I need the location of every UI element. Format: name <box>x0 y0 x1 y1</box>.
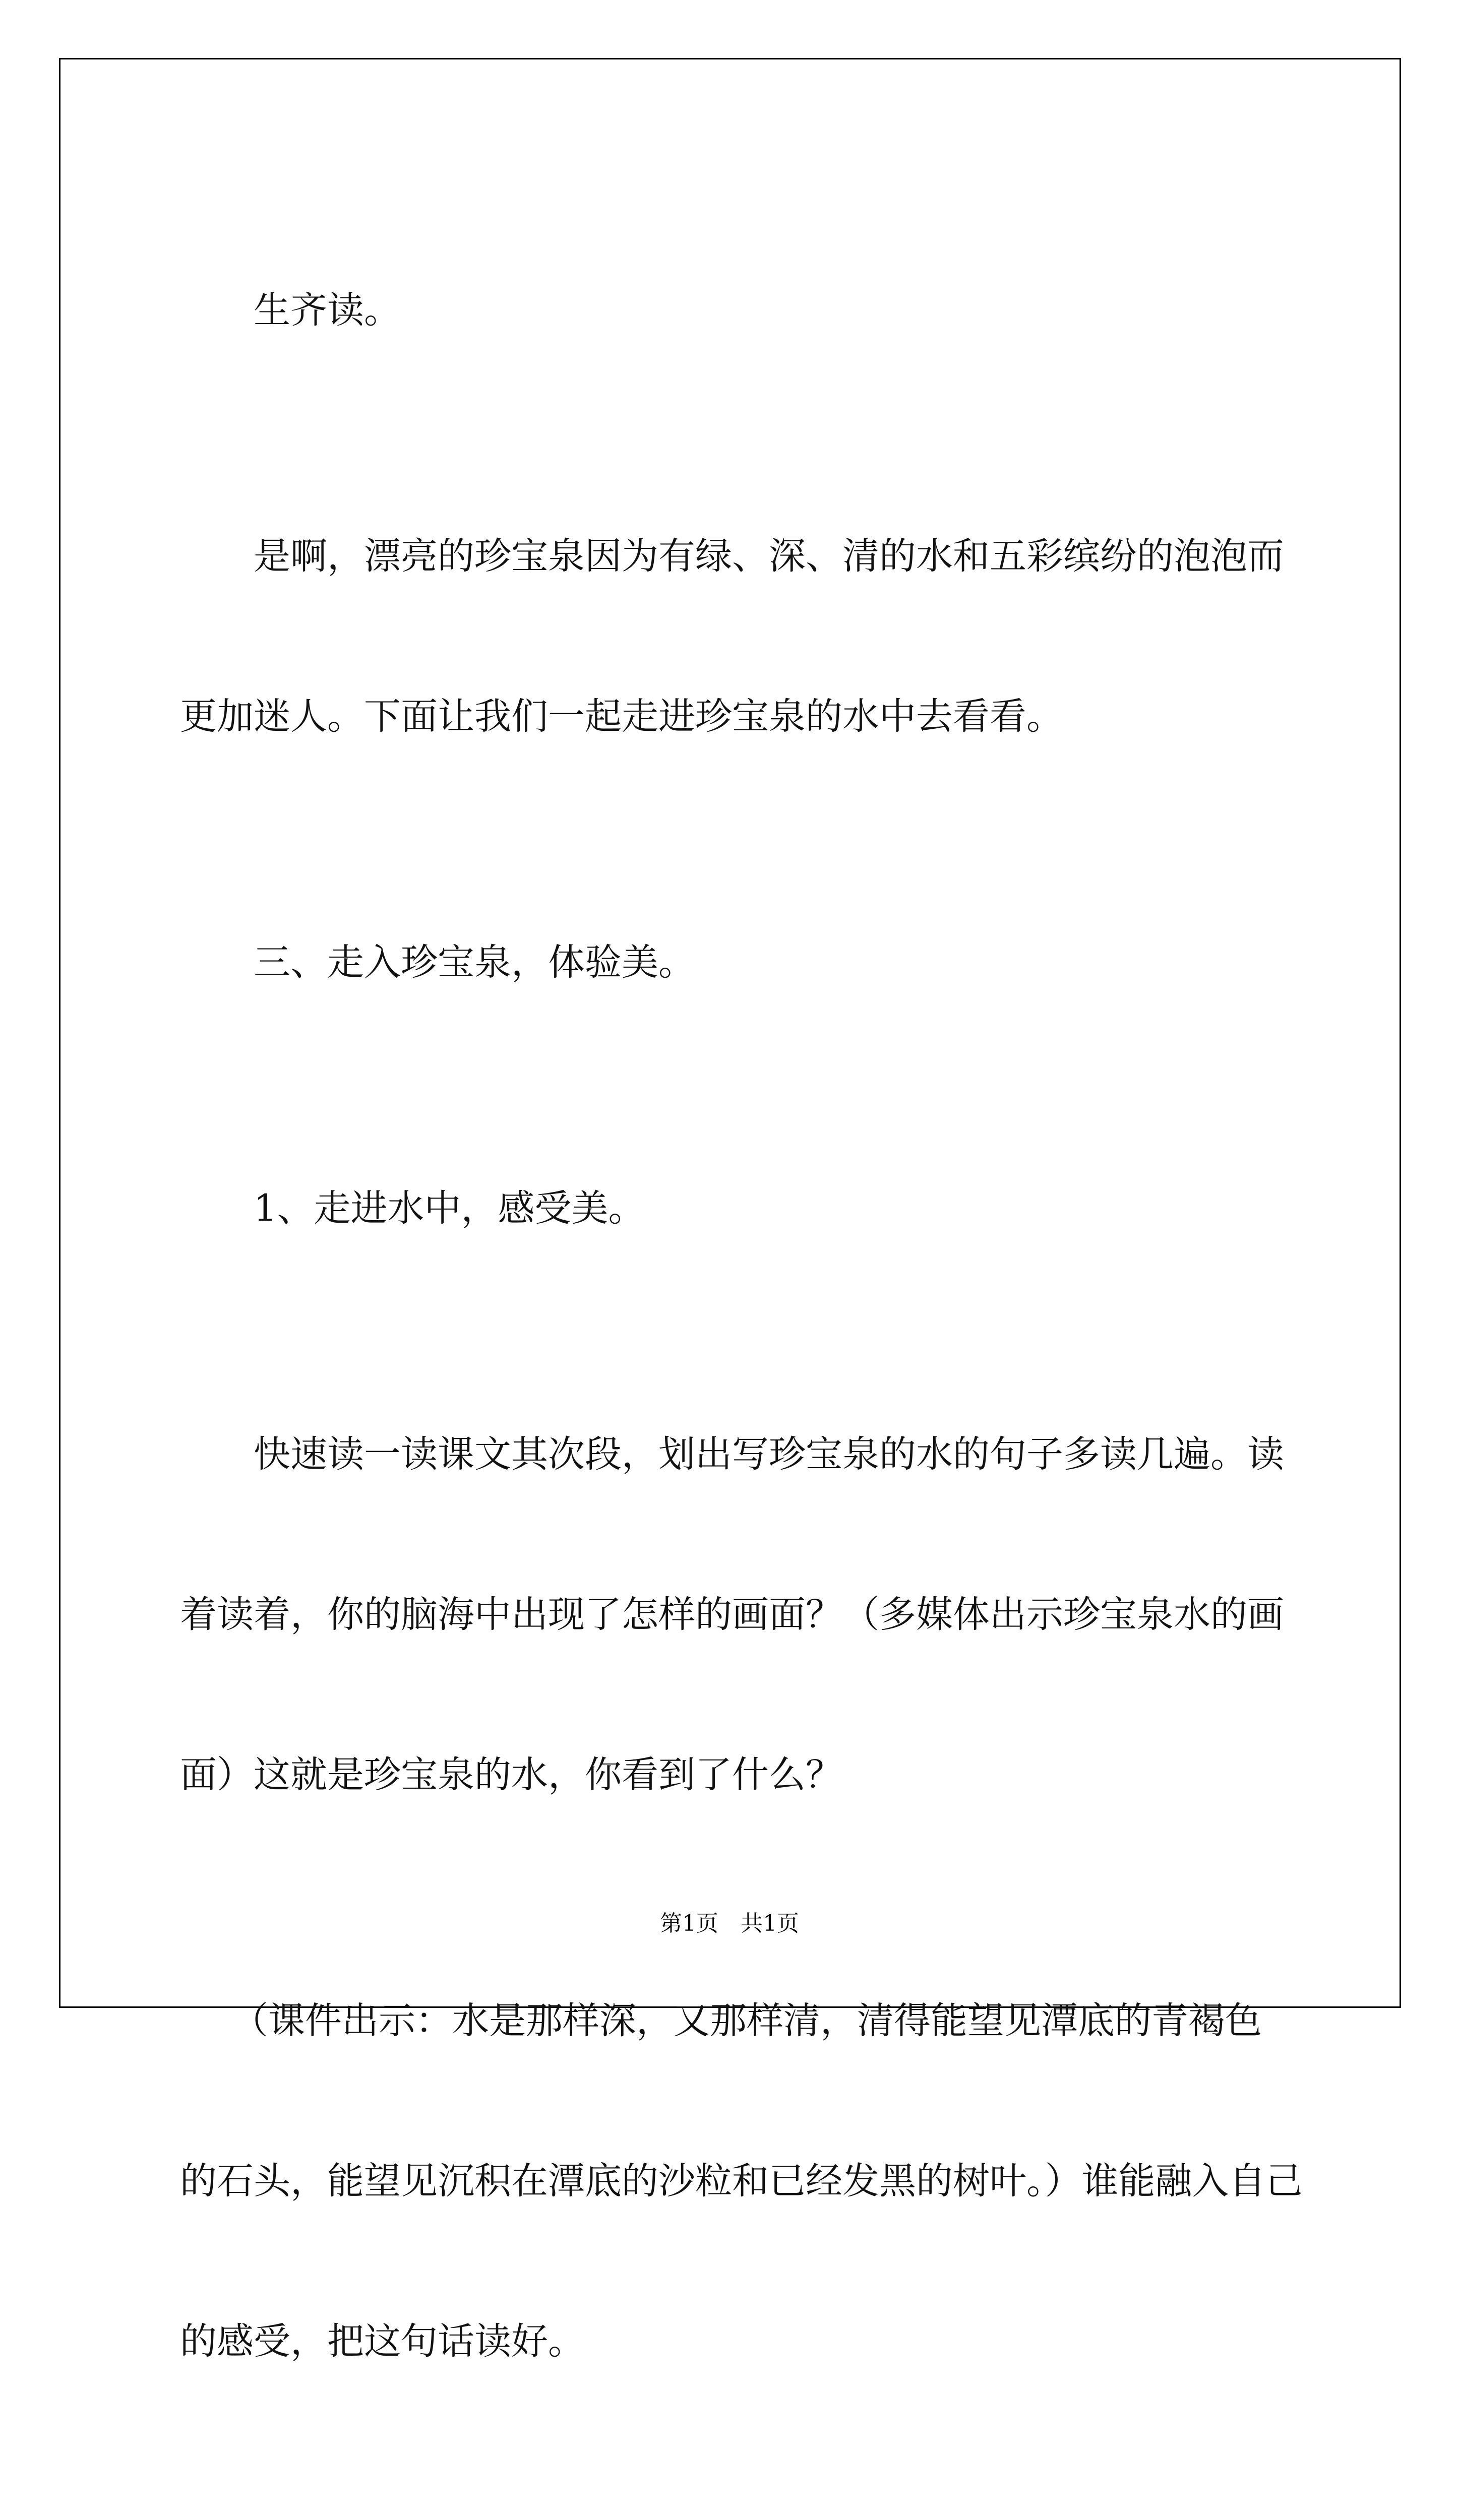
text-line: 快速读一读课文其次段，划出写珍宝泉的水的句子多读几遍。读 <box>254 1433 1284 1476</box>
text-line: 1、走进水中，感受美。 <box>254 1187 645 1230</box>
text-line: 的感受，把这句话读好。 <box>180 2320 585 2363</box>
text-line: 的石头，能望见沉积在潭底的沙粒和已经发黑的树叶。）谁能融入自己 <box>180 2160 1303 2202</box>
text-line: 面）这就是珍宝泉的水，你看到了什么？ <box>180 1753 842 1796</box>
paragraph-shi-a <box>180 433 1286 840</box>
heading-subsection-1 <box>180 1086 1286 1332</box>
paragraph-kuai-su-du <box>180 1332 1286 1898</box>
text-line: 更加迷人。下面让我们一起走进珍宝泉的水中去看看。 <box>180 695 1063 738</box>
text-line: （课件出示：水是那样深，又那样清，清得能望见潭底的青褐色 <box>231 1999 1262 2042</box>
text-line: 着读着，你的脑海中出现了怎样的画面？（多媒体出示珍宝泉水的画 <box>180 1593 1284 1636</box>
document-body <box>180 187 1303 2520</box>
text-line: 生齐读。 <box>254 289 401 332</box>
text-line: 是啊，漂亮的珍宝泉因为有绿、深、清的水和五彩缤纷的泡泡而 <box>254 535 1284 578</box>
text-line: 三、走入珍宝泉，体验美。 <box>254 941 695 984</box>
paragraph-na-you-lv <box>180 2465 1286 2520</box>
heading-section-3 <box>180 840 1286 1086</box>
page-footer: 第1页 共1页 <box>660 1911 799 1936</box>
paragraph-sheng-qi-du <box>180 187 1286 433</box>
paragraph-ke-jian-chu-shi <box>180 1898 1303 2465</box>
